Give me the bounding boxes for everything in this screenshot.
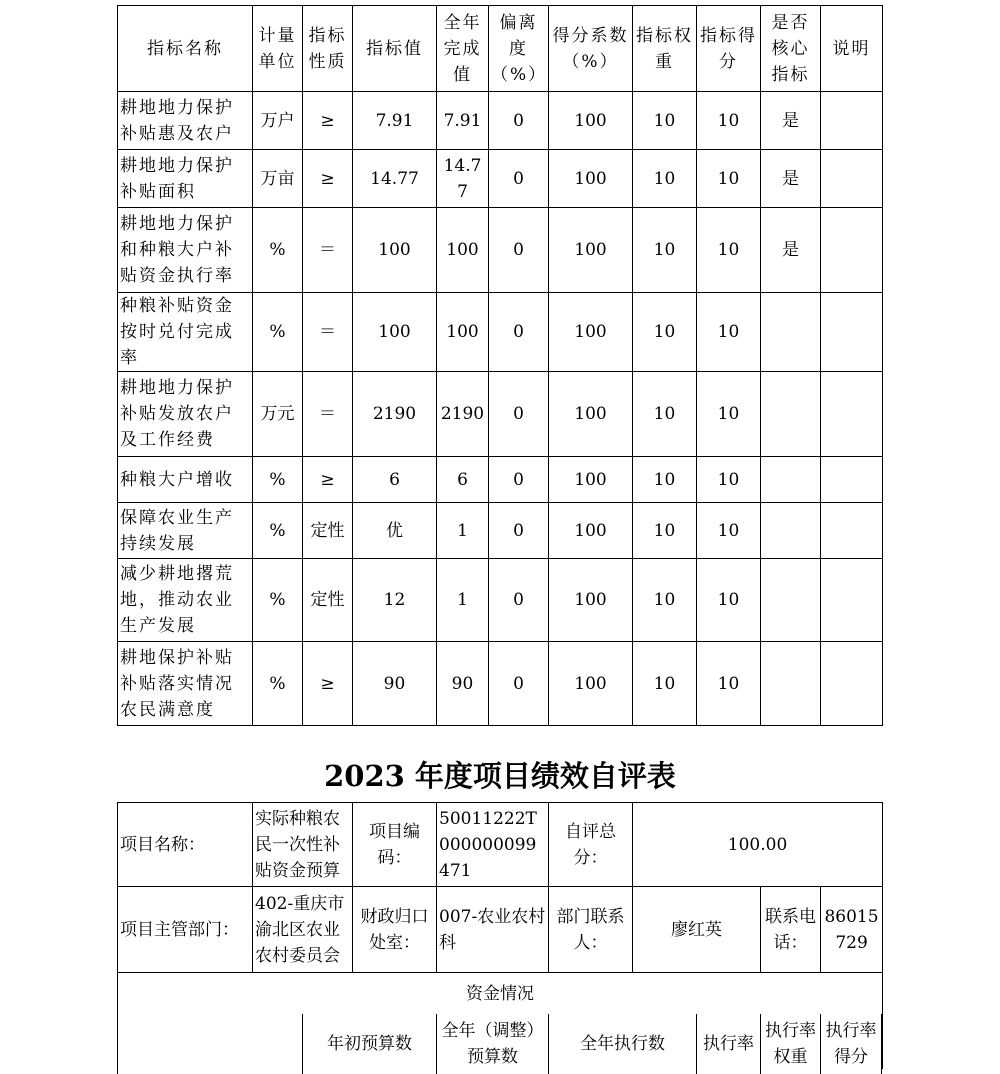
score-coefficient-cell: 100 bbox=[549, 208, 633, 293]
left-border-line bbox=[117, 1014, 118, 1074]
score-cell: 10 bbox=[697, 559, 761, 642]
self-score-label: 自评总分： bbox=[549, 803, 633, 887]
core-indicator-cell bbox=[761, 559, 821, 642]
core-indicator-cell: 是 bbox=[761, 208, 821, 293]
weight-cell: 10 bbox=[633, 92, 697, 150]
funds-header-cell: 执行率得分 bbox=[820, 1014, 882, 1074]
score-cell: 10 bbox=[697, 372, 761, 457]
nature-cell: ≥ bbox=[303, 457, 353, 503]
core-indicator-cell: 是 bbox=[761, 92, 821, 150]
score-coefficient-cell: 100 bbox=[549, 92, 633, 150]
score-cell: 10 bbox=[697, 503, 761, 559]
score-coefficient-header: 得分系数（%） bbox=[549, 6, 633, 92]
indicator-name-header: 指标名称 bbox=[118, 6, 253, 92]
table-row bbox=[118, 457, 883, 503]
actual-value-cell: 6 bbox=[437, 457, 489, 503]
funds-header-cell: 全年执行数 bbox=[548, 1014, 696, 1074]
table-row bbox=[118, 92, 883, 150]
table-row bbox=[118, 642, 883, 726]
deviation-cell: 0 bbox=[489, 559, 549, 642]
target-value-cell: 14.77 bbox=[353, 150, 437, 208]
indicator-name-cell: 减少耕地撂荒地，推动农业生产发展 bbox=[118, 559, 253, 642]
weight-cell: 10 bbox=[633, 559, 697, 642]
contact-value: 廖红英 bbox=[633, 887, 761, 973]
project-name-label: 项目名称： bbox=[118, 803, 253, 887]
remark-cell bbox=[821, 642, 883, 726]
funds-header-cell: 全年（调整）预算数 bbox=[436, 1014, 548, 1074]
indicator-name-cell: 耕地地力保护补贴发放农户及工作经费 bbox=[118, 372, 253, 457]
table-row bbox=[118, 208, 883, 293]
actual-value-header: 全年完成值 bbox=[437, 6, 489, 92]
core-indicator-cell bbox=[761, 293, 821, 372]
remark-cell bbox=[821, 293, 883, 372]
dept-label: 项目主管部门： bbox=[118, 887, 253, 973]
nature-cell: ＝ bbox=[303, 208, 353, 293]
unit-cell: % bbox=[253, 559, 303, 642]
score-cell: 10 bbox=[697, 293, 761, 372]
deviation-cell: 0 bbox=[489, 503, 549, 559]
weight-cell: 10 bbox=[633, 642, 697, 726]
score-coefficient-cell: 100 bbox=[549, 503, 633, 559]
core-indicator-cell bbox=[761, 503, 821, 559]
table-row bbox=[118, 372, 883, 457]
table-row bbox=[118, 559, 883, 642]
target-value-cell: 2190 bbox=[353, 372, 437, 457]
score-cell: 10 bbox=[697, 150, 761, 208]
core-indicator-header: 是否核心指标 bbox=[761, 6, 821, 92]
funds-header-cell: 执行率权重 bbox=[760, 1014, 820, 1074]
target-value-cell: 7.91 bbox=[353, 92, 437, 150]
remark-cell bbox=[821, 559, 883, 642]
score-coefficient-cell: 100 bbox=[549, 150, 633, 208]
self-score-value: 100.00 bbox=[633, 803, 883, 887]
dept-value: 402-重庆市渝北区农业农村委员会 bbox=[253, 887, 353, 973]
score-cell: 10 bbox=[697, 457, 761, 503]
nature-cell: ＝ bbox=[303, 293, 353, 372]
deviation-cell: 0 bbox=[489, 642, 549, 726]
office-label: 财政归口处室： bbox=[353, 887, 437, 973]
actual-value-cell: 100 bbox=[437, 293, 489, 372]
target-value-cell: 12 bbox=[353, 559, 437, 642]
page-title: 2023 年度项目绩效自评表 bbox=[324, 759, 676, 793]
unit-cell: 万亩 bbox=[253, 150, 303, 208]
actual-value-cell: 14.77 bbox=[437, 150, 489, 208]
target-value-header: 指标值 bbox=[353, 6, 437, 92]
target-value-cell: 100 bbox=[353, 208, 437, 293]
indicator-name-cell: 耕地保护补贴补贴落实情况农民满意度 bbox=[118, 642, 253, 726]
department-row bbox=[118, 887, 883, 973]
target-value-cell: 100 bbox=[353, 293, 437, 372]
score-coefficient-cell: 100 bbox=[549, 559, 633, 642]
deviation-cell: 0 bbox=[489, 457, 549, 503]
table-row bbox=[118, 293, 883, 372]
funds-header-cell: 年初预算数 bbox=[302, 1014, 436, 1074]
score-cell: 10 bbox=[697, 208, 761, 293]
indicator-name-cell: 种粮补贴资金按时兑付完成率 bbox=[118, 293, 253, 372]
weight-cell: 10 bbox=[633, 150, 697, 208]
unit-cell: % bbox=[253, 457, 303, 503]
indicator-name-cell: 保障农业生产持续发展 bbox=[118, 503, 253, 559]
remark-cell bbox=[821, 208, 883, 293]
unit-cell: % bbox=[253, 293, 303, 372]
deviation-cell: 0 bbox=[489, 150, 549, 208]
deviation-cell: 0 bbox=[489, 92, 549, 150]
actual-value-cell: 100 bbox=[437, 208, 489, 293]
header-row bbox=[118, 6, 883, 92]
core-indicator-cell: 是 bbox=[761, 150, 821, 208]
actual-value-cell: 1 bbox=[437, 503, 489, 559]
nature-cell: ≥ bbox=[303, 92, 353, 150]
table-row bbox=[118, 150, 883, 208]
score-coefficient-cell: 100 bbox=[549, 293, 633, 372]
remark-cell bbox=[821, 92, 883, 150]
weight-cell: 10 bbox=[633, 293, 697, 372]
target-value-cell: 6 bbox=[353, 457, 437, 503]
funds-section-label: 资金情况 bbox=[118, 973, 883, 1069]
nature-header: 指标性质 bbox=[303, 6, 353, 92]
actual-value-cell: 2190 bbox=[437, 372, 489, 457]
weight-cell: 10 bbox=[633, 503, 697, 559]
funds-header-cell: 执行率 bbox=[696, 1014, 760, 1074]
score-cell: 10 bbox=[697, 92, 761, 150]
nature-cell: ≥ bbox=[303, 150, 353, 208]
core-indicator-cell bbox=[761, 642, 821, 726]
remark-cell bbox=[821, 150, 883, 208]
target-value-cell: 优 bbox=[353, 503, 437, 559]
nature-cell: ＝ bbox=[303, 372, 353, 457]
score-header: 指标得分 bbox=[697, 6, 761, 92]
unit-cell: 万元 bbox=[253, 372, 303, 457]
nature-cell: ≥ bbox=[303, 642, 353, 726]
unit-cell: % bbox=[253, 642, 303, 726]
project-code-value: 50011222T000000099471 bbox=[437, 803, 549, 887]
weight-cell: 10 bbox=[633, 372, 697, 457]
deviation-header: 偏离度（%） bbox=[489, 6, 549, 92]
target-value-cell: 90 bbox=[353, 642, 437, 726]
score-coefficient-cell: 100 bbox=[549, 457, 633, 503]
office-value: 007-农业农村科 bbox=[437, 887, 549, 973]
indicator-name-cell: 耕地地力保护补贴惠及农户 bbox=[118, 92, 253, 150]
phone-label: 联系电话： bbox=[761, 887, 821, 973]
project-name-row bbox=[118, 803, 883, 887]
deviation-cell: 0 bbox=[489, 372, 549, 457]
score-coefficient-cell: 100 bbox=[549, 372, 633, 457]
project-code-label: 项目编码： bbox=[353, 803, 437, 887]
nature-cell: 定性 bbox=[303, 503, 353, 559]
unit-header: 计量单位 bbox=[253, 6, 303, 92]
project-name-value: 实际种粮农民一次性补贴资金预算 bbox=[253, 803, 353, 887]
core-indicator-cell bbox=[761, 457, 821, 503]
deviation-cell: 0 bbox=[489, 208, 549, 293]
contact-label: 部门联系人： bbox=[549, 887, 633, 973]
weight-cell: 10 bbox=[633, 457, 697, 503]
indicator-name-cell: 耕地地力保护补贴面积 bbox=[118, 150, 253, 208]
unit-cell: % bbox=[253, 208, 303, 293]
score-cell: 10 bbox=[697, 642, 761, 726]
weight-header: 指标权重 bbox=[633, 6, 697, 92]
indicator-table bbox=[117, 5, 883, 726]
table-row bbox=[118, 503, 883, 559]
actual-value-cell: 1 bbox=[437, 559, 489, 642]
deviation-cell: 0 bbox=[489, 293, 549, 372]
actual-value-cell: 7.91 bbox=[437, 92, 489, 150]
remark-cell bbox=[821, 372, 883, 457]
funds-header-row bbox=[117, 1014, 882, 1074]
remark-cell bbox=[821, 503, 883, 559]
unit-cell: 万户 bbox=[253, 92, 303, 150]
indicator-name-cell: 耕地地力保护和种粮大户补贴资金执行率 bbox=[118, 208, 253, 293]
nature-cell: 定性 bbox=[303, 559, 353, 642]
unit-cell: % bbox=[253, 503, 303, 559]
actual-value-cell: 90 bbox=[437, 642, 489, 726]
score-coefficient-cell: 100 bbox=[549, 642, 633, 726]
remark-header: 说明 bbox=[821, 6, 883, 92]
weight-cell: 10 bbox=[633, 208, 697, 293]
remark-cell bbox=[821, 457, 883, 503]
indicator-name-cell: 种粮大户增收 bbox=[118, 457, 253, 503]
core-indicator-cell bbox=[761, 372, 821, 457]
phone-value: 86015729 bbox=[821, 887, 883, 973]
